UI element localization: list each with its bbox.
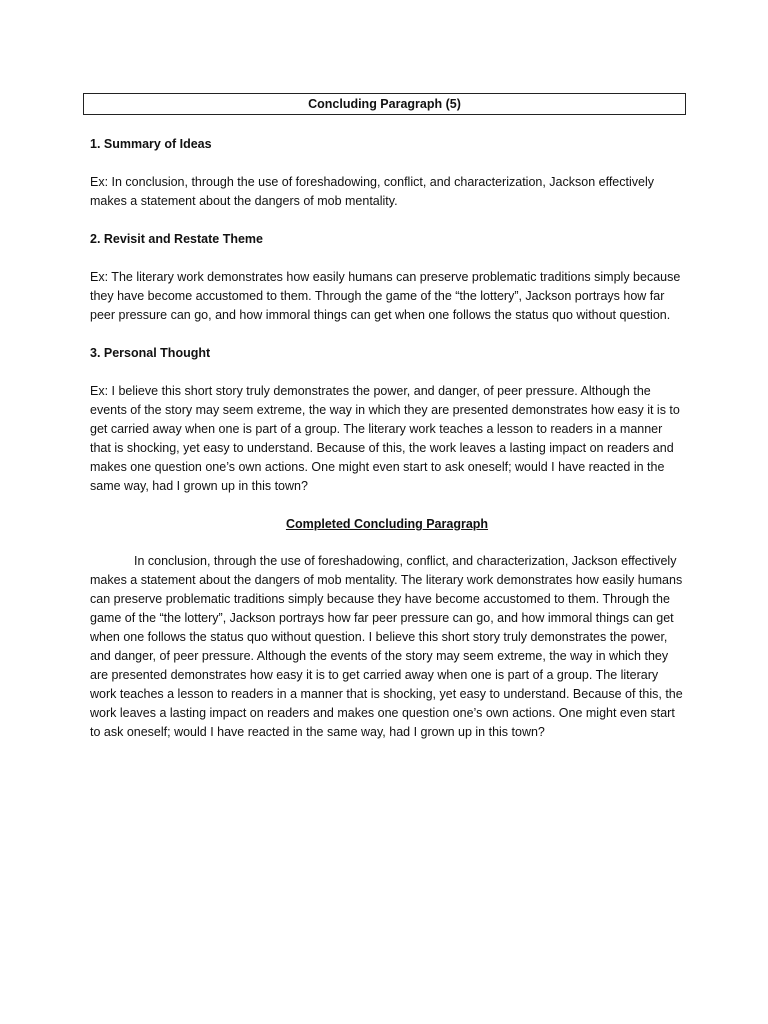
section-example-summary: Ex: In conclusion, through the use of foreshadowing, conflict, and characterization, Jackson effectively makes a statement about the dangers of mob mentality. — [90, 175, 654, 208]
document-title: Concluding Paragraph (5) — [83, 93, 686, 115]
section-example-personal-thought: Ex: I believe this short story truly demonstrates the power, and danger, of peer pressure. Although the events of the story may seem extreme, the way in which they are presented demonstrates how easy it is to get carried away when one is part of a group. The literary work teaches a lesson to readers in a manner that is shocking, yet easy to understand. Because of this, the work leaves a lasting impact on readers and makes one question one’s own actions. One might even start to ask oneself; would I have reacted in the same way, had I grown up in this town? — [90, 384, 680, 493]
completed-paragraph-heading: Completed Concluding Paragraph — [285, 517, 489, 531]
section-example-theme: Ex: The literary work demonstrates how easily humans can preserve problematic traditions simply because they have become accustomed to them. Through the game of the “the lottery”, Jackson portrays how far peer pressure can go, and how immoral things can get when one follows the status quo without question. — [90, 270, 681, 322]
section-heading-personal-thought: 3. Personal Thought — [90, 346, 211, 360]
section-heading-theme: 2. Revisit and Restate Theme — [90, 232, 263, 246]
completed-paragraph-text: In conclusion, through the use of foreshadowing, conflict, and characterization, Jackson effectively makes a statement about the dangers of mob mentality. The literary work demonstrates how easily humans can preserve problematic traditions simply because they have become accustomed to them. Through the game of the “the lottery”, Jackson portrays how far peer pressure can go, and how immoral things can get when one follows the status quo without question. I believe this short story truly demonstrates the power, and danger, of peer pressure. Although the events of the story may seem extreme, the way in which they are presented demonstrates how easy it is to get carried away when one is part of a group. The literary work teaches a lesson to readers in a manner that is shocking, yet easy to understand. Because of this, the work leaves a lasting impact on readers and makes one question one’s own actions. One might even start to ask oneself; would I have reacted in the same way, had I grown up in this town? — [90, 554, 683, 739]
document-body — [90, 135, 684, 742]
section-heading-summary: 1. Summary of Ideas — [90, 137, 212, 151]
